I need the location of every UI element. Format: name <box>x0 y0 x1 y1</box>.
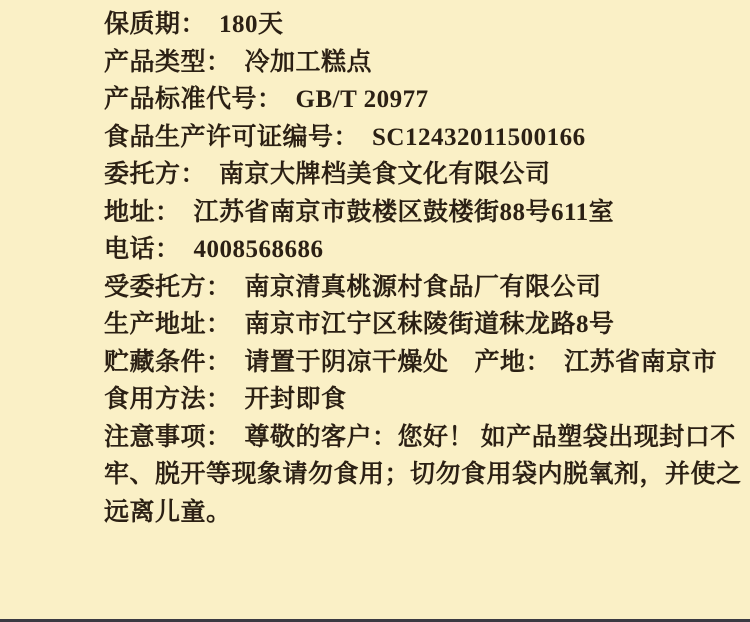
notice-text-line1: 尊敬的客户：您好！ 如产品塑袋出现封口不 <box>244 423 736 451</box>
spec-colon: ： <box>180 161 207 188</box>
spec-row-license-number <box>104 119 730 157</box>
spec-value: 请置于阴凉干燥处 <box>244 348 449 376</box>
spec-label: 生产地址 <box>104 311 207 338</box>
spec-colon: ： <box>155 198 181 226</box>
spec-colon: ： <box>206 311 232 338</box>
spec-row-shelf-life <box>104 6 730 44</box>
spec-label: 食用方法 <box>104 386 207 413</box>
spec-row-address <box>104 194 730 232</box>
notice-row-line2 <box>104 456 742 494</box>
spec-value: 4008568686 <box>193 236 324 263</box>
spec-colon: ： <box>206 273 232 301</box>
spec-value: 南京大牌档美食文化有限公司 <box>219 161 551 188</box>
spec-value: SC12432011500166 <box>372 123 586 151</box>
notice-label: 注意事项 <box>104 423 207 451</box>
spec-colon: ： <box>206 423 232 451</box>
spec-row-entrusted-party <box>104 269 730 307</box>
spec-label: 产品类型 <box>104 48 207 76</box>
spec-row-production-address <box>104 306 730 344</box>
spec-row-product-type <box>104 44 730 82</box>
spec-value: 南京清真桃源村食品厂有限公司 <box>244 273 602 301</box>
spec-colon: ： <box>257 86 283 113</box>
spec-label: 受委托方 <box>104 273 207 301</box>
spec-row-standard-code <box>104 81 730 119</box>
spec-row-usage <box>104 381 730 419</box>
spec-colon: ： <box>180 11 207 38</box>
spec-label: 委托方 <box>104 161 181 188</box>
notice-text-line3: 远离儿童。 <box>104 498 232 526</box>
spec-value: 南京市江宁区秣陵街道秣龙路8号 <box>244 311 615 338</box>
spec-value: 开封即食 <box>244 386 347 413</box>
spec-label: 食品生产许可证编号 <box>104 123 334 151</box>
spec-value: 180天 <box>219 11 284 38</box>
spec-colon: ： <box>333 123 360 151</box>
spec-row-phone <box>104 231 730 269</box>
spec-value-origin: 江苏省南京市 <box>564 348 718 376</box>
spec-row-entrusting-party <box>104 156 730 194</box>
spec-colon: ： <box>206 348 232 376</box>
spec-colon: ： <box>206 48 232 76</box>
product-spec-list <box>104 6 742 531</box>
spec-value: 江苏省南京市鼓楼区鼓楼街88号611室 <box>193 198 615 226</box>
notice-row-line1 <box>104 419 736 457</box>
spec-label: 保质期 <box>104 11 181 38</box>
spec-label-origin: 产地 <box>474 348 526 376</box>
notice-text-line2: 牢、脱开等现象请勿食用；切勿食用袋内脱氧剂，并使之 <box>104 461 742 488</box>
spec-colon: ： <box>155 236 181 263</box>
spec-label: 产品标准代号 <box>104 86 258 113</box>
notice-row-line3 <box>104 494 730 532</box>
spec-colon: ： <box>206 386 232 413</box>
spec-label: 地址 <box>104 198 156 226</box>
spec-value: 冷加工糕点 <box>244 48 373 76</box>
spec-label: 贮藏条件 <box>104 348 207 376</box>
spec-value: GB/T 20977 <box>295 86 429 113</box>
spec-row-storage-and-origin <box>104 344 730 382</box>
spec-label: 电话 <box>104 236 156 263</box>
spec-colon: ： <box>525 348 552 376</box>
